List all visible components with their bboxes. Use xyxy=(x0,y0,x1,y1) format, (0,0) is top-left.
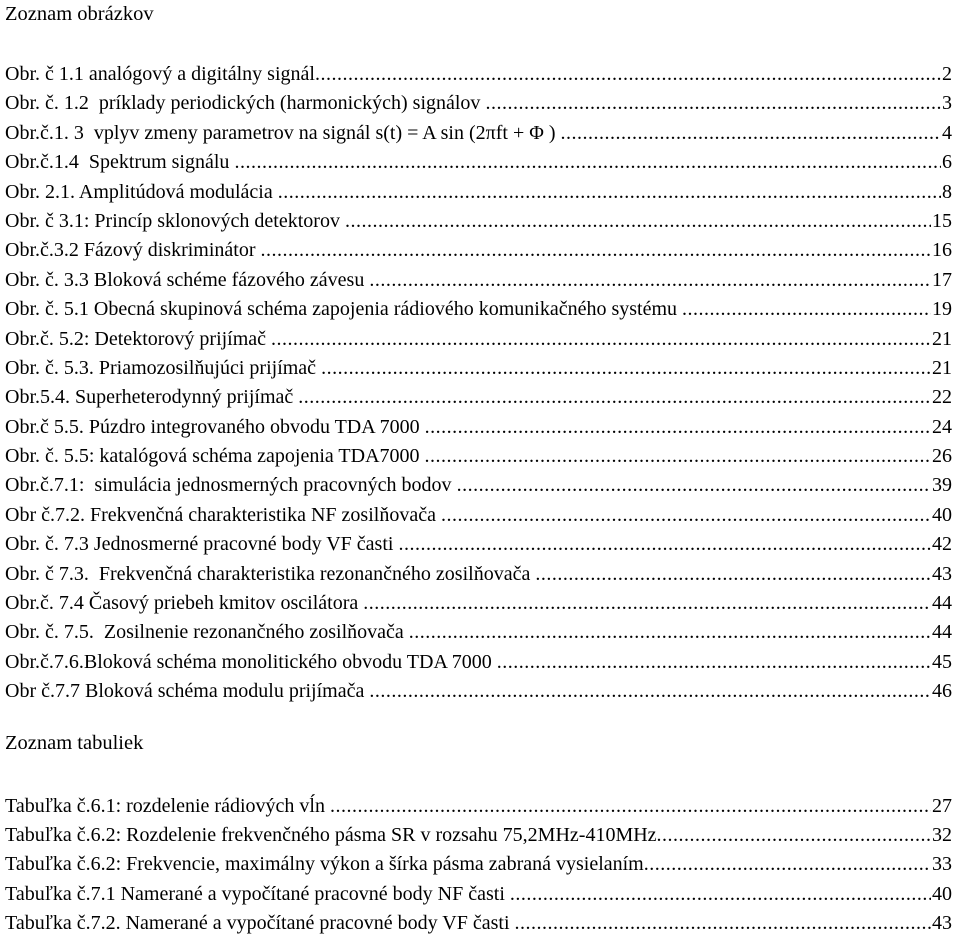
table-entry[interactable] xyxy=(5,821,952,850)
dot-leader xyxy=(497,648,931,677)
figure-entry[interactable] xyxy=(5,560,952,589)
page-number: 39 xyxy=(932,474,952,497)
entry-title: Obr. 2.1. Amplitúdová modulácia xyxy=(5,180,278,203)
entry-title: Tabuľka č.6.1: rozdelenie rádiových vĺn xyxy=(5,794,330,817)
page-number: 21 xyxy=(932,356,952,379)
figure-entry[interactable] xyxy=(5,442,952,471)
dot-leader xyxy=(278,178,941,207)
dot-leader xyxy=(321,354,931,383)
figure-entry[interactable] xyxy=(5,354,952,383)
dot-leader xyxy=(510,880,931,909)
entry-title: Obr. č. 1.2 príklady periodických (harmonických) signálov xyxy=(5,92,486,115)
page-number: 6 xyxy=(942,151,952,174)
figure-entry[interactable] xyxy=(5,677,952,706)
dot-leader xyxy=(271,325,931,354)
figure-entry[interactable] xyxy=(5,207,952,236)
table-entry[interactable] xyxy=(5,850,952,879)
document-page xyxy=(5,0,952,939)
page-number: 26 xyxy=(932,445,952,468)
entry-title: Obr. č. 5.5: katalógová schéma zapojenia TDA7000 xyxy=(5,445,425,468)
dot-leader xyxy=(657,821,931,850)
figure-entry[interactable] xyxy=(5,413,952,442)
figure-entry[interactable] xyxy=(5,119,952,148)
entry-title: Obr č.7.2. Frekvenčná charakteristika NF zosilňovača xyxy=(5,503,441,526)
page-number: 46 xyxy=(932,680,952,703)
entry-title: Obr.č.1.4 Spektrum signálu xyxy=(5,151,235,174)
page-number: 43 xyxy=(932,912,952,935)
figure-entry[interactable] xyxy=(5,383,952,412)
page-number: 40 xyxy=(932,882,952,905)
page-number: 43 xyxy=(932,562,952,585)
entry-title: Tabuľka č.6.2: Frekvencie, maximálny výkon a šírka pásma zabraná vysielaním xyxy=(5,853,644,876)
page-number: 17 xyxy=(932,268,952,291)
table-entry[interactable] xyxy=(5,909,952,938)
figure-entry[interactable] xyxy=(5,236,952,265)
dot-leader xyxy=(398,530,931,559)
dot-leader xyxy=(425,442,931,471)
dot-leader xyxy=(409,618,931,647)
entry-title: Obr. č 3.1: Princíp sklonových detektorov xyxy=(5,209,345,232)
page-number: 19 xyxy=(932,298,952,321)
entry-title: Obr. č. 5.3. Priamozosilňujúci prijímač xyxy=(5,356,322,379)
entry-title: Obr.5.4. Superheterodynný prijímač xyxy=(5,386,299,409)
figure-entry[interactable] xyxy=(5,148,952,177)
dot-leader xyxy=(457,471,931,500)
page-number: 40 xyxy=(932,503,952,526)
page-number: 44 xyxy=(932,592,952,615)
table-entry[interactable] xyxy=(5,880,952,909)
entry-title: Obr. č 1.1 analógový a digitálny signál xyxy=(5,63,315,85)
entry-title: Obr. č. 7.3 Jednosmerné pracovné body VF časti xyxy=(5,533,399,556)
dot-leader xyxy=(425,413,931,442)
figure-entry[interactable] xyxy=(5,471,952,500)
dot-leader xyxy=(234,148,941,177)
dot-leader xyxy=(644,850,931,879)
figure-entry[interactable] xyxy=(5,178,952,207)
entry-title: Obr.č.7.1: simulácia jednosmerných pracovných bodov xyxy=(5,474,457,497)
dot-leader xyxy=(330,792,931,821)
entry-title: Obr č.7.7 Bloková schéma modulu prijímača xyxy=(5,680,370,703)
dot-leader xyxy=(315,60,941,89)
page-number: 32 xyxy=(932,823,952,846)
page-number: 24 xyxy=(932,415,952,438)
tables-list xyxy=(5,792,952,939)
figure-entry[interactable] xyxy=(5,89,952,118)
entry-title: Obr.č 5.5. Púzdro integrovaného obvodu TDA 7000 xyxy=(5,415,425,438)
page-number: 42 xyxy=(932,533,952,556)
page-number: 45 xyxy=(932,650,952,673)
dot-leader xyxy=(682,295,931,324)
figure-entry[interactable] xyxy=(5,295,952,324)
entry-title: Obr.č.1. 3 vplyv zmeny parametrov na signál s(t) = A sin (2πft + Φ ) xyxy=(5,121,561,144)
page-number: 44 xyxy=(932,621,952,644)
entry-title: Tabuľka č.6.2: Rozdelenie frekvenčného pásma SR v rozsahu 75,2MHz-410MHz xyxy=(5,823,657,846)
dot-leader xyxy=(345,207,931,236)
dot-leader xyxy=(441,501,931,530)
page-number: 27 xyxy=(932,794,952,817)
figure-entry[interactable] xyxy=(5,60,952,89)
figure-entry[interactable] xyxy=(5,589,952,618)
figures-heading: Zoznam obrázkov xyxy=(5,3,154,25)
entry-title: Tabuľka č.7.2. Namerané a vypočítané pracovné body VF časti xyxy=(5,912,515,935)
entry-title: Obr.č. 5.2: Detektorový prijímač xyxy=(5,327,272,350)
page-number: 8 xyxy=(942,180,952,203)
figure-entry[interactable] xyxy=(5,266,952,295)
figure-entry[interactable] xyxy=(5,648,952,677)
entry-title: Obr. č. 5.1 Obecná skupinová schéma zapojenia rádiového komunikačného systému xyxy=(5,298,683,321)
table-entry[interactable] xyxy=(5,792,952,821)
dot-leader xyxy=(363,589,931,618)
figure-entry[interactable] xyxy=(5,501,952,530)
dot-leader xyxy=(369,266,931,295)
entry-title: Obr.č.7.6.Bloková schéma monolitického obvodu TDA 7000 xyxy=(5,650,497,673)
entry-title: Obr.č.3.2 Fázový diskriminátor xyxy=(5,239,261,262)
page-number: 33 xyxy=(932,853,952,876)
page-number: 21 xyxy=(932,327,952,350)
dot-leader xyxy=(515,909,931,938)
figure-entry[interactable] xyxy=(5,325,952,354)
dot-leader xyxy=(561,119,941,148)
page-number: 22 xyxy=(932,386,952,409)
dot-leader xyxy=(298,383,931,412)
dot-leader xyxy=(261,236,931,265)
page-number: 4 xyxy=(942,121,952,144)
entry-title: Obr. č. 3.3 Bloková schéme fázového závesu xyxy=(5,268,370,291)
entry-title: Tabuľka č.7.1 Namerané a vypočítané pracovné body NF časti xyxy=(5,882,510,905)
page-number: 16 xyxy=(932,239,952,262)
figure-entry[interactable] xyxy=(5,618,952,647)
page-number: 15 xyxy=(932,209,952,232)
page-number: 2 xyxy=(942,63,952,85)
page-number: 3 xyxy=(942,92,952,115)
entry-title: Obr. č 7.3. Frekvenčná charakteristika rezonančného zosilňovača xyxy=(5,562,536,585)
dot-leader xyxy=(535,560,931,589)
entry-title: Obr. č. 7.5. Zosilnenie rezonančného zosilňovača xyxy=(5,621,409,644)
dot-leader xyxy=(369,677,931,706)
tables-heading: Zoznam tabuliek xyxy=(5,731,144,754)
entry-title: Obr.č. 7.4 Časový priebeh kmitov oscilátora xyxy=(5,592,364,615)
figures-list xyxy=(5,60,952,707)
dot-leader xyxy=(485,89,941,118)
figure-entry[interactable] xyxy=(5,530,952,559)
